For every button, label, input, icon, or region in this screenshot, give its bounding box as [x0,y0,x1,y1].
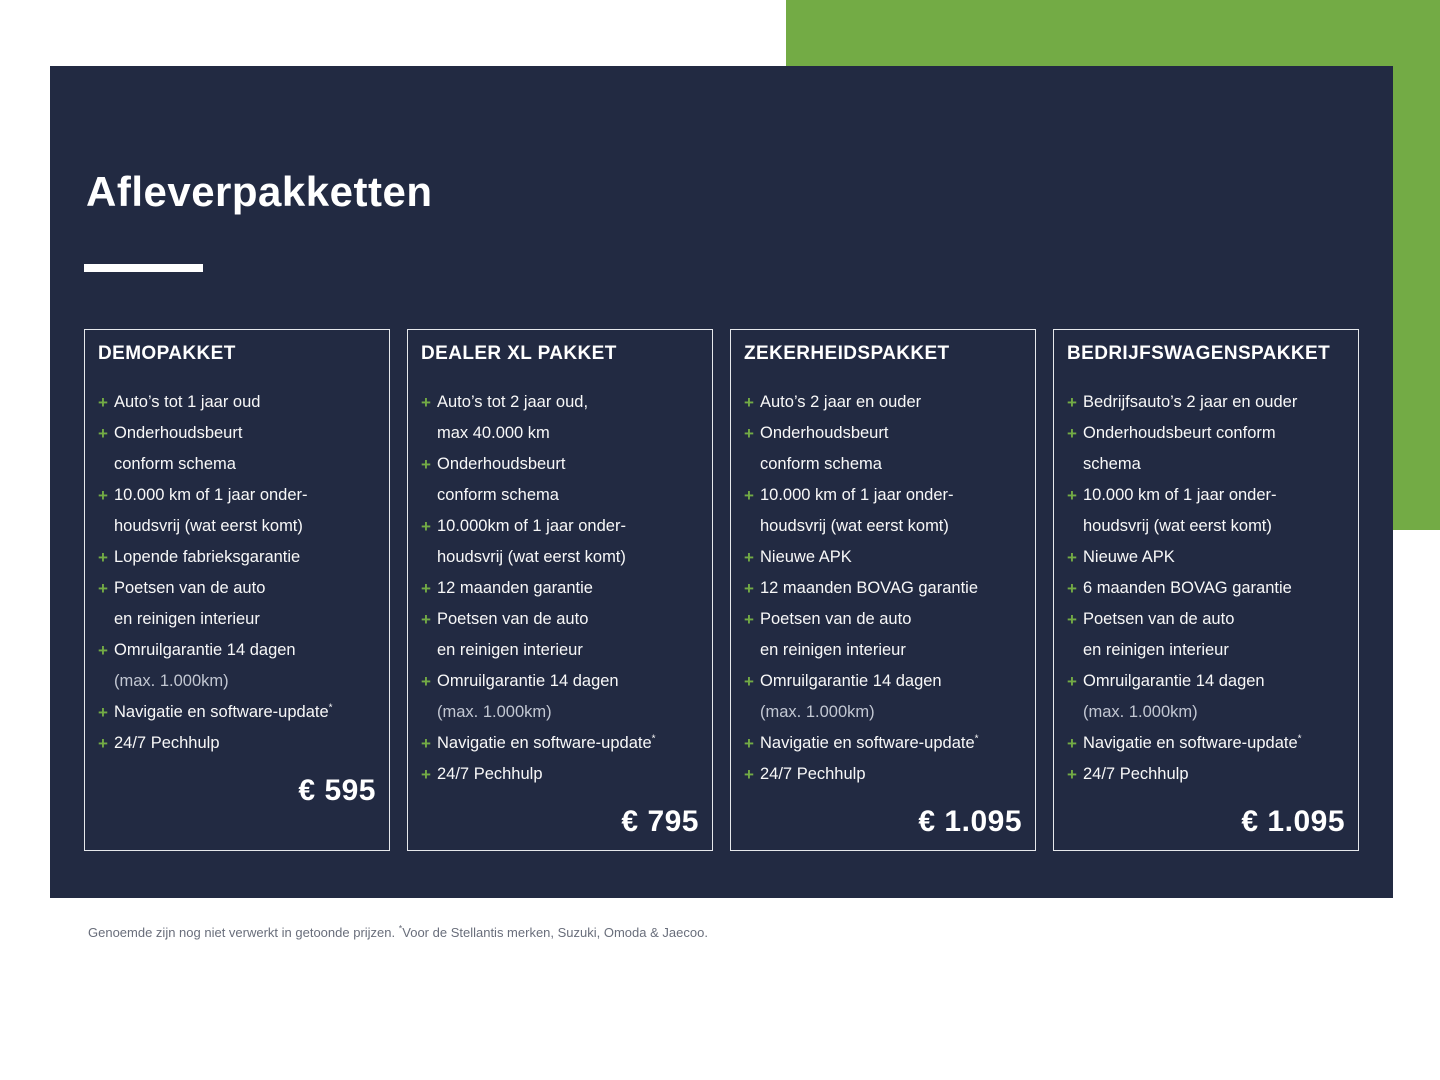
plus-icon: + [744,486,754,505]
feature-item [1067,418,1345,480]
feature-text: 6 maanden BOVAG garantie [1083,579,1292,597]
plus-icon: + [1067,424,1077,443]
feature-text: Onderhoudsbeurt conform schema [1083,424,1276,473]
plus-icon: + [98,641,108,660]
feature-text: 12 maanden BOVAG garantie [760,579,978,597]
package-card [407,329,713,851]
feature-text: Omruilgarantie 14 dagen (max. 1.000km) [1083,672,1265,721]
feature-text: Lopende fabrieksgarantie [114,548,301,566]
feature-item [744,387,1022,418]
plus-icon: + [1067,765,1077,784]
feature-item [1067,573,1345,604]
feature-list [744,387,1022,790]
feature-list [1067,387,1345,790]
plus-icon: + [98,393,108,412]
footnote-text-after: Voor de Stellantis merken, Suzuki, Omoda & Jaecoo. [402,925,708,940]
package-price: € 595 [298,774,376,807]
feature-item [98,542,376,573]
package-card [1053,329,1359,851]
plus-icon: + [1067,393,1077,412]
plus-icon: + [421,672,431,691]
feature-text: Auto’s tot 1 jaar oud [114,393,261,411]
plus-icon: + [1067,486,1077,505]
plus-icon: + [98,734,108,753]
plus-icon: + [421,517,431,536]
feature-item [744,480,1022,542]
plus-icon: + [744,765,754,784]
feature-text: Omruilgarantie 14 dagen (max. 1.000km) [760,672,942,721]
plus-icon: + [421,734,431,753]
package-title: DEALER XL PAKKET [421,343,617,364]
feature-item [744,418,1022,480]
footnote [88,925,708,941]
feature-text: Omruilgarantie 14 dagen (max. 1.000km) [437,672,619,721]
feature-text: Poetsen van de auto en reinigen interieur [760,610,912,659]
feature-item [744,542,1022,573]
plus-icon: + [1067,672,1077,691]
packages-panel [50,66,1393,898]
feature-text: 10.000 km of 1 jaar onder- houdsvrij (wat eerst komt) [114,486,308,535]
feature-text: 24/7 Pechhulp [760,765,866,783]
plus-icon: + [744,734,754,753]
plus-icon: + [744,393,754,412]
feature-item [744,759,1022,790]
package-card [730,329,1036,851]
feature-text: Navigatie en software-update* [760,733,979,752]
feature-item [421,666,699,728]
package-title: ZEKERHEIDSPAKKET [744,343,950,364]
feature-item [1067,480,1345,542]
feature-item [744,604,1022,666]
plus-icon: + [744,579,754,598]
plus-icon: + [744,424,754,443]
page-title: Afleverpakketten [86,168,433,215]
package-title: DEMOPAKKET [98,343,236,364]
feature-item [744,728,1022,759]
feature-text: 24/7 Pechhulp [437,765,543,783]
feature-item [421,573,699,604]
feature-text: 10.000 km of 1 jaar onder- houdsvrij (wat eerst komt) [1083,486,1277,535]
plus-icon: + [1067,579,1077,598]
feature-list [98,387,376,759]
feature-item [98,573,376,635]
feature-text: 10.000 km of 1 jaar onder- houdsvrij (wat eerst komt) [760,486,954,535]
plus-icon: + [98,486,108,505]
package-price: € 1.095 [1241,805,1345,838]
plus-icon: + [421,579,431,598]
package-price: € 1.095 [918,805,1022,838]
feature-item [1067,387,1345,418]
packages-row [84,329,1359,851]
plus-icon: + [1067,734,1077,753]
feature-text: Onderhoudsbeurt conform schema [114,424,243,473]
plus-icon: + [744,548,754,567]
feature-item [421,387,699,449]
feature-item [421,449,699,511]
plus-icon: + [421,765,431,784]
plus-icon: + [98,424,108,443]
plus-icon: + [421,393,431,412]
feature-item [98,480,376,542]
feature-text: Auto’s 2 jaar en ouder [760,393,922,411]
feature-text: Poetsen van de auto en reinigen interieur [1083,610,1235,659]
feature-text: 10.000km of 1 jaar onder- houdsvrij (wat eerst komt) [437,517,626,566]
feature-item [421,604,699,666]
feature-text: Navigatie en software-update* [114,702,333,721]
feature-item [1067,604,1345,666]
feature-text: 24/7 Pechhulp [1083,765,1189,783]
feature-item [421,511,699,573]
feature-text: Navigatie en software-update* [1083,733,1302,752]
feature-item [98,635,376,697]
feature-text: Auto’s tot 2 jaar oud, max 40.000 km [437,393,589,442]
feature-text: Nieuwe APK [1083,548,1175,566]
plus-icon: + [98,703,108,722]
feature-item [744,573,1022,604]
feature-text: 12 maanden garantie [437,579,593,597]
footnote-text-before: Genoemde zijn nog niet verwerkt in getoonde prijzen. [88,925,399,940]
feature-text: Omruilgarantie 14 dagen (max. 1.000km) [114,641,296,690]
feature-item [1067,759,1345,790]
feature-text: Nieuwe APK [760,548,852,566]
feature-text: Poetsen van de auto en reinigen interieur [437,610,589,659]
title-underline [84,264,203,272]
feature-text: Onderhoudsbeurt conform schema [760,424,889,473]
feature-item [1067,666,1345,728]
plus-icon: + [744,672,754,691]
plus-icon: + [421,455,431,474]
feature-item [98,387,376,418]
feature-text: 24/7 Pechhulp [114,734,220,752]
package-title: BEDRIJFSWAGENSPAKKET [1067,343,1331,364]
feature-item [421,728,699,759]
plus-icon: + [98,548,108,567]
feature-item [1067,728,1345,759]
feature-text: Poetsen van de auto en reinigen interieur [114,579,266,628]
plus-icon: + [744,610,754,629]
feature-text: Bedrijfsauto’s 2 jaar en ouder [1083,393,1298,411]
plus-icon: + [421,610,431,629]
feature-text: Onderhoudsbeurt conform schema [437,455,566,504]
feature-list [421,387,699,790]
feature-item [98,418,376,480]
plus-icon: + [1067,610,1077,629]
feature-item [421,759,699,790]
package-price: € 795 [621,805,699,838]
plus-icon: + [98,579,108,598]
feature-item [744,666,1022,728]
package-card [84,329,390,851]
plus-icon: + [1067,548,1077,567]
footnote-asterisk: * [398,923,403,934]
feature-item [1067,542,1345,573]
feature-text: Navigatie en software-update* [437,733,656,752]
feature-item [98,697,376,728]
feature-item [98,728,376,759]
